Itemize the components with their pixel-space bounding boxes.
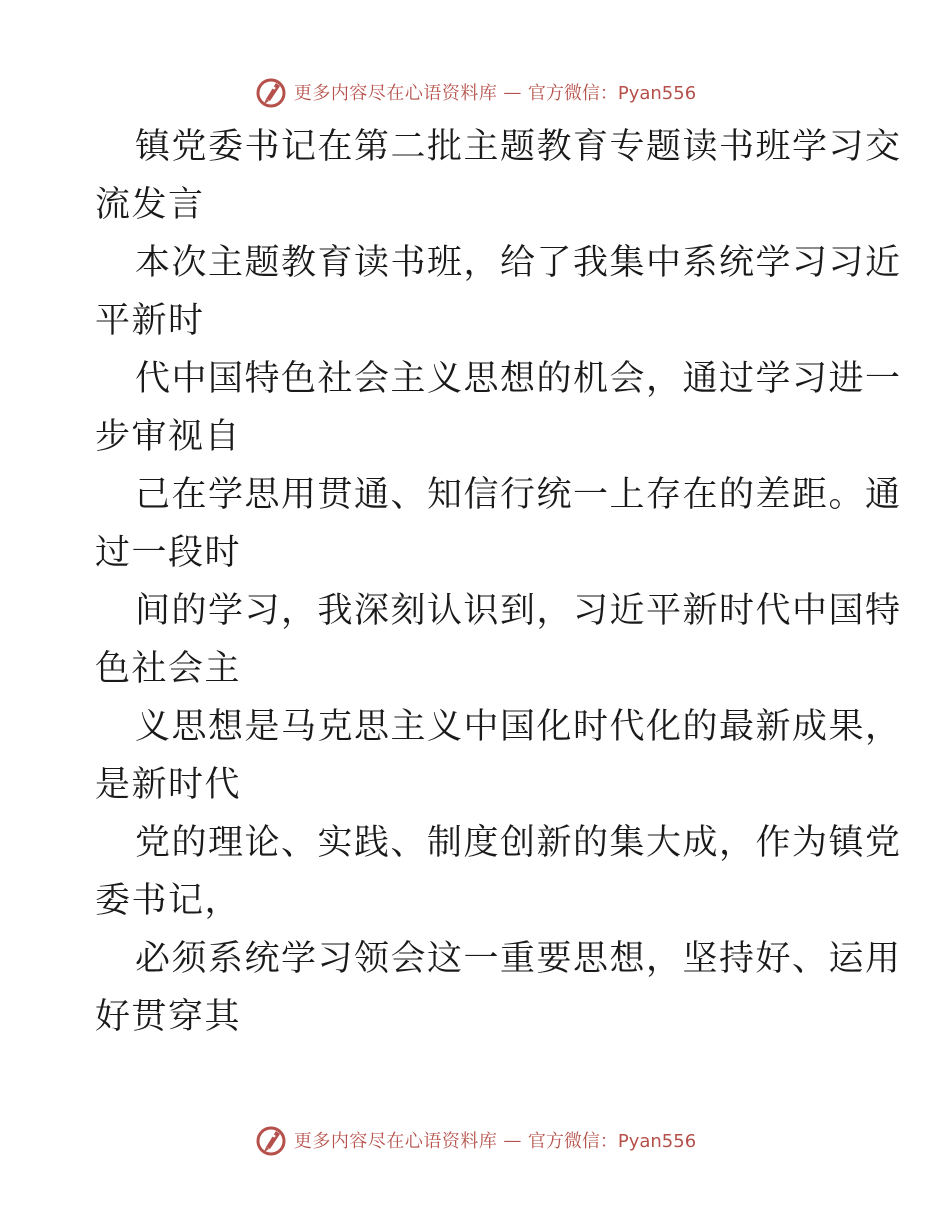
footer-watermark (0, 1120, 950, 1160)
text-line: 本次主题教育读书班，给了我集中系统学习习近 (135, 243, 902, 283)
text-line: 步审视自 (95, 417, 242, 457)
pen-nib-logo-icon (254, 75, 288, 109)
text-line: 流发言 (95, 185, 205, 225)
text-line: 义思想是马克思主义中国化时代化的最新成果， (135, 707, 902, 747)
text-line: 过一段时 (95, 533, 242, 573)
watermark-separator: — (503, 81, 522, 103)
text-line: 是新时代 (95, 765, 242, 805)
watermark-contact: 官方微信：Pyan556 (527, 1131, 697, 1152)
document-body (95, 118, 902, 1046)
text-line: 委书记， (95, 881, 242, 921)
text-line: 必须系统学习领会这一重要思想，坚持好、运用 (135, 939, 902, 979)
text-line: 好贯穿其 (95, 997, 242, 1037)
watermark-contact: 官方微信：Pyan556 (527, 83, 697, 104)
text-line: 代中国特色社会主义思想的机会，通过学习进一 (135, 359, 902, 399)
text-line: 党的理论、实践、制度创新的集大成，作为镇党 (135, 823, 902, 863)
header-watermark (0, 72, 950, 112)
text-line: 平新时 (95, 301, 205, 341)
text-line: 色社会主 (95, 649, 242, 689)
watermark-brand: 更多内容尽在心语资料库 (293, 83, 498, 104)
watermark-brand: 更多内容尽在心语资料库 (293, 1131, 498, 1152)
watermark-separator: — (503, 1129, 522, 1151)
text-line: 己在学思用贯通、知信行统一上存在的差距。通 (135, 475, 902, 515)
text-line: 镇党委书记在第二批主题教育专题读书班学习交 (135, 127, 902, 167)
pen-nib-logo-icon (254, 1123, 288, 1157)
text-line: 间的学习，我深刻认识到，习近平新时代中国特 (135, 591, 902, 631)
